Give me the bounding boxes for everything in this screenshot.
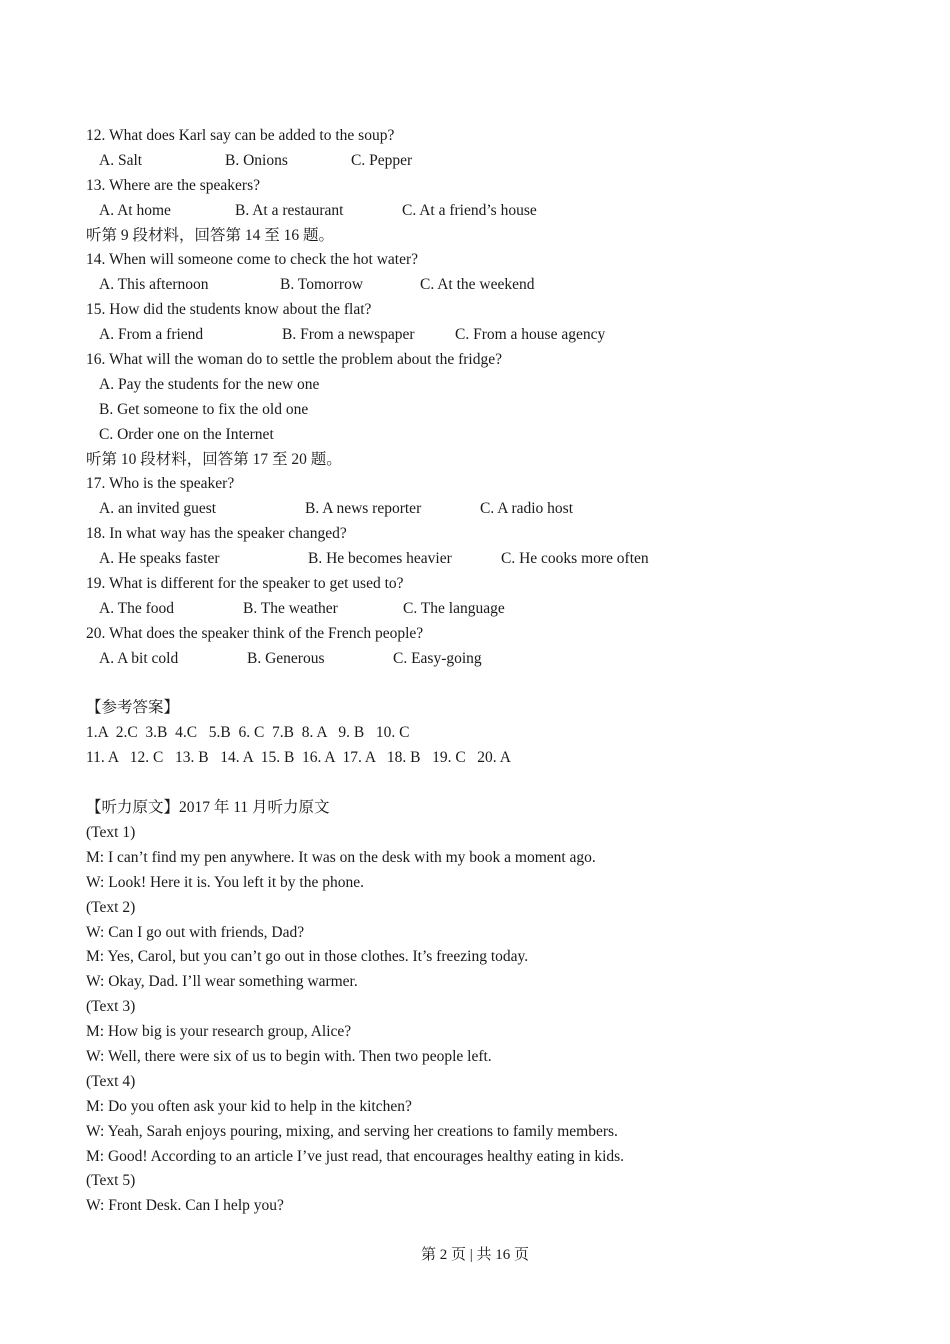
section-heading-10: 听第 10 段材料，回答第 17 至 20 题。 — [86, 450, 342, 468]
option-a: A. He speaks faster — [99, 550, 220, 568]
transcript-line: W: Well, there were six of us to begin with. Then two people left. — [86, 1047, 492, 1065]
question-19: 19. What is different for the speaker to get used to? — [86, 575, 404, 593]
option-b: B. The weather — [243, 599, 338, 617]
option-a: A. Pay the students for the new one — [99, 375, 320, 393]
options-17 — [86, 497, 886, 522]
transcript-line: (Text 4) — [86, 1072, 136, 1090]
section-heading-9: 听第 9 段材料，回答第 14 至 16 题。 — [86, 226, 335, 244]
option-a: A. From a friend — [99, 326, 204, 344]
option-c: C. At the weekend — [420, 276, 535, 294]
transcript-line: M: Do you often ask your kid to help in the kitchen? — [86, 1097, 412, 1115]
answers-line-2: 11. A 12. C 13. B 14. A 15. B 16. A 17. A 18. B 19. C 20. A — [86, 749, 511, 767]
option-a: A. This afternoon — [99, 276, 209, 294]
answers-line-1: 1.A 2.C 3.B 4.C 5.B 6. C 7.B 8. A 9. B 10. C — [86, 724, 410, 742]
transcript-line: (Text 5) — [86, 1172, 136, 1190]
transcript-line: W: Yeah, Sarah enjoys pouring, mixing, and serving her creations to family members. — [86, 1122, 618, 1140]
transcript-line: M: Yes, Carol, but you can’t go out in those clothes. It’s freezing today. — [86, 948, 529, 966]
option-b: B. Onions — [225, 151, 288, 169]
option-b: B. From a newspaper — [282, 326, 415, 344]
option-a: A. The food — [99, 599, 175, 617]
option-c: C. Easy-going — [393, 649, 482, 667]
option-a: A. A bit cold — [99, 649, 179, 667]
question-16: 16. What will the woman do to settle the problem about the fridge? — [86, 351, 502, 369]
transcript-line: W: Look! Here it is. You left it by the phone. — [86, 873, 364, 891]
option-c: C. Pepper — [351, 151, 413, 169]
transcript-line: M: Good! According to an article I’ve just read, that encourages healthy eating in kids. — [86, 1147, 625, 1165]
options-19 — [86, 597, 886, 622]
transcript-line: W: Front Desk. Can I help you? — [86, 1197, 284, 1215]
transcript-line: M: How big is your research group, Alice? — [86, 1023, 352, 1041]
spacer — [86, 672, 886, 697]
option-c: C. A radio host — [480, 500, 574, 518]
transcript-heading: 【听力原文】2017 年 11 月听力原文 — [86, 799, 330, 817]
option-a: A. At home — [99, 201, 171, 219]
transcript-line: W: Okay, Dad. I’ll wear something warmer. — [86, 973, 358, 991]
option-c: C. He cooks more often — [501, 550, 649, 568]
question-12: 12. What does Karl say can be added to the soup? — [86, 127, 395, 144]
question-20: 20. What does the speaker think of the French people? — [86, 624, 424, 642]
option-a: A. an invited guest — [99, 500, 217, 518]
page-content — [86, 124, 886, 1219]
options-18 — [86, 547, 886, 572]
options-15 — [86, 323, 886, 348]
transcript-line: (Text 2) — [86, 898, 136, 916]
option-b: B. At a restaurant — [235, 201, 344, 219]
page-footer: 第 2 页 | 共 16 页 — [420, 1247, 529, 1263]
transcript-line: (Text 3) — [86, 998, 136, 1016]
spacer — [86, 771, 886, 796]
option-b: B. He becomes heavier — [308, 550, 452, 568]
question-14: 14. When will someone come to check the hot water? — [86, 251, 418, 269]
option-b: B. Generous — [247, 649, 325, 667]
option-c: C. The language — [403, 599, 505, 617]
question-18: 18. In what way has the speaker changed? — [86, 525, 347, 543]
option-b: B. A news reporter — [305, 500, 422, 518]
options-12 — [86, 149, 886, 174]
transcript-line: W: Can I go out with friends, Dad? — [86, 923, 305, 941]
option-b: B. Tomorrow — [280, 276, 364, 294]
option-c: C. At a friend’s house — [402, 201, 537, 219]
answers-heading: 【参考答案】 — [86, 699, 180, 717]
option-c: C. Order one on the Internet — [99, 425, 274, 443]
transcript-line: (Text 1) — [86, 823, 136, 841]
transcript-body — [86, 821, 886, 1219]
option-a: A. Salt — [99, 151, 143, 169]
question-17: 17. Who is the speaker? — [86, 475, 235, 493]
question-15: 15. How did the students know about the flat? — [86, 301, 372, 319]
option-b: B. Get someone to fix the old one — [99, 400, 309, 418]
transcript-line: M: I can’t find my pen anywhere. It was on the desk with my book a moment ago. — [86, 848, 596, 866]
question-13: 13. Where are the speakers? — [86, 176, 260, 194]
option-c: C. From a house agency — [455, 326, 606, 344]
options-14 — [86, 273, 886, 298]
options-13 — [86, 199, 886, 224]
options-20 — [86, 647, 886, 672]
